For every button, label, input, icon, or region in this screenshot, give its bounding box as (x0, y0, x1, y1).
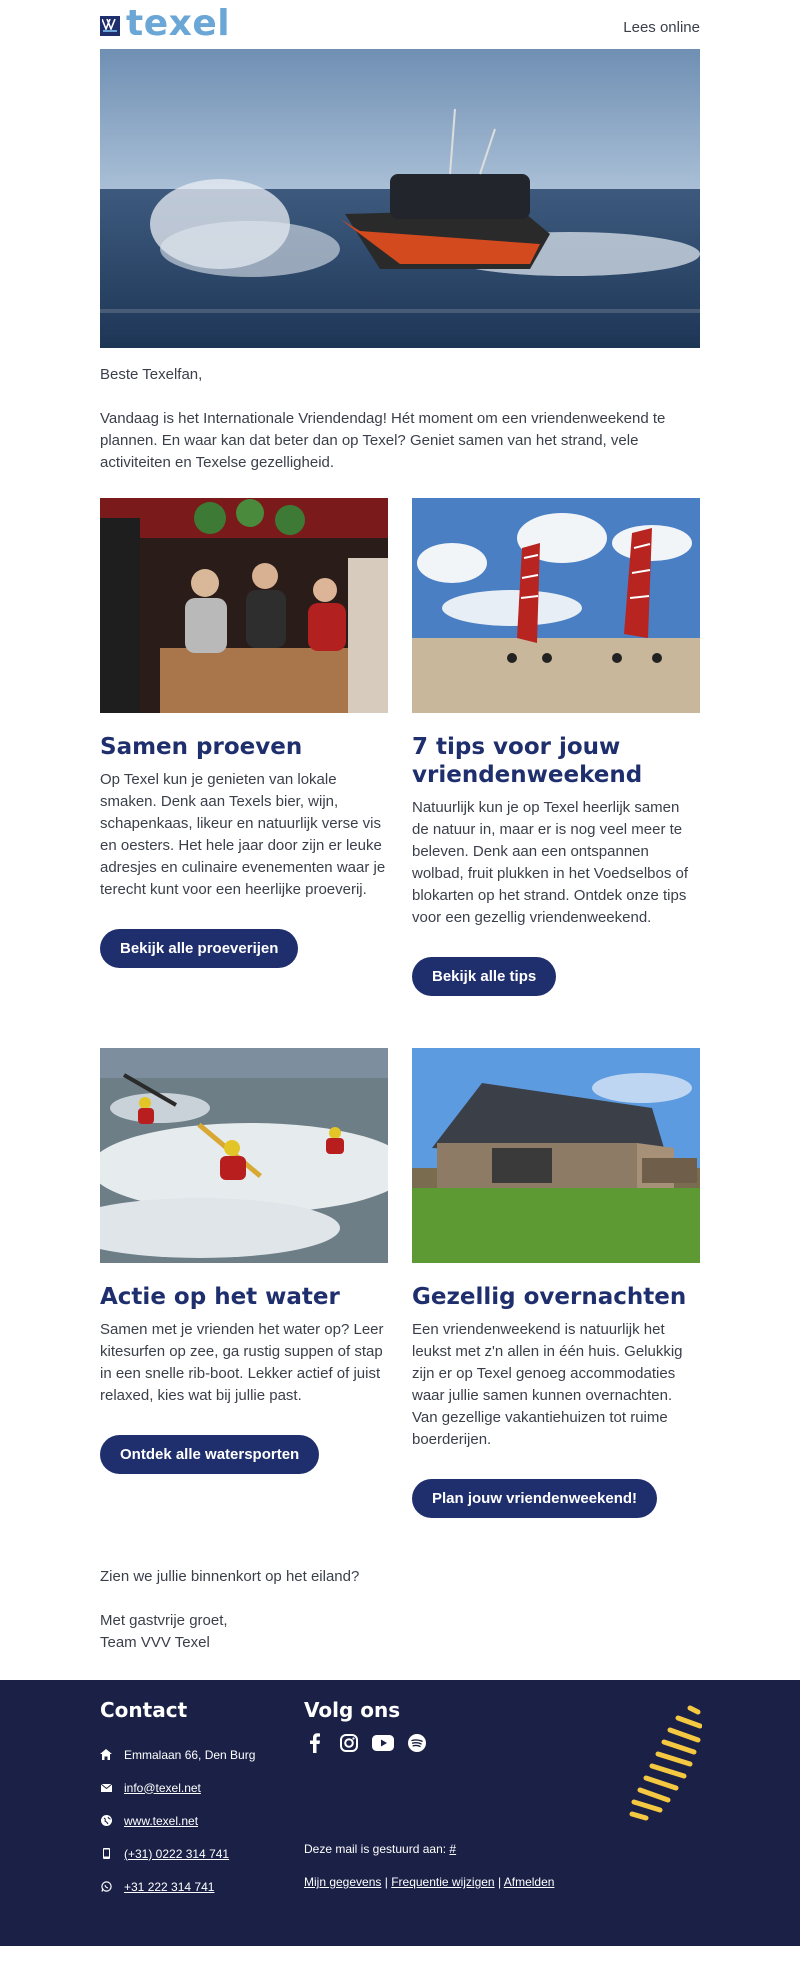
sent-to-label: Deze mail is gestuurd aan: (304, 1842, 447, 1856)
contact-address (100, 1738, 290, 1771)
email-link[interactable]: info@texel.net (124, 1780, 201, 1795)
texel-emblem-icon (628, 1704, 702, 1824)
sent-to-line (304, 1842, 456, 1856)
ontdek-alle-watersporten-button[interactable]: Ontdek alle watersporten (100, 1435, 319, 1474)
preferences-links (304, 1875, 554, 1889)
card-title: Actie op het water (100, 1284, 340, 1310)
card-text: Samen met je vrienden het water op? Leer kitesurfen op zee, ga rustig suppen of stap in een snelle rib-boot. Lekker actief of juist relaxed, kies wat bij jullie past. (100, 1321, 384, 1404)
closing-text (100, 1566, 700, 1676)
lees-online-link[interactable]: Lees online (623, 19, 700, 36)
card-title: Gezellig overnachten (412, 1284, 687, 1310)
closing-signature (100, 1610, 700, 1654)
card-title: 7 tips voor jouw vriendenweekend (412, 734, 643, 788)
contact-list (100, 1738, 290, 1903)
facebook-icon[interactable] (304, 1732, 326, 1754)
phone-link[interactable]: (+31) 0222 314 741 (124, 1846, 230, 1861)
card-image-blokarts (412, 498, 700, 713)
whatsapp-link[interactable]: +31 222 314 741 (124, 1879, 215, 1894)
card-actie-op-het-water (100, 1048, 388, 1474)
separator: | (384, 1875, 388, 1889)
separator: | (497, 1875, 502, 1889)
closing-regards: Met gastvrije groet, (100, 1612, 228, 1629)
instagram-icon[interactable] (338, 1732, 360, 1754)
bekijk-alle-proeverijen-button[interactable]: Bekijk alle proeverijen (100, 929, 298, 968)
card-image-tasting (100, 498, 388, 713)
card-text: Natuurlijk kun je op Texel heerlijk samen de natuur in, maar er is nog veel meer te beleven. Denk aan een ontspannen wolbad, fruit plukken in het Voedselbos of blokarten op het strand. Ontdek onze tips voor een gezellig vriendenweekend. (412, 799, 689, 926)
volg-ons-title: Volg ons (304, 1698, 401, 1722)
card-text: Op Texel kun je genieten van lokale smaken. Denk aan Texels bier, wijn, schapenkaas, likeur en natuurlijk verse vis en oesters. Het hele jaar door zijn er leuke adresjes en culinaire evenementen waar je terecht kunt voor een heerlijke proeverij. (100, 771, 386, 898)
card-title: Samen proeven (100, 734, 303, 760)
bekijk-alle-tips-button[interactable]: Bekijk alle tips (412, 957, 556, 996)
intro-text (100, 364, 700, 496)
mijn-gegevens-link[interactable]: Mijn gegevens (304, 1875, 382, 1889)
card-samen-proeven (100, 498, 388, 968)
card-image-kayaks (100, 1048, 388, 1263)
spotify-icon[interactable] (406, 1732, 428, 1754)
header (100, 3, 700, 46)
website-link[interactable]: www.texel.net (124, 1813, 199, 1828)
envelope-icon (100, 1782, 112, 1794)
logo-text: texel (126, 3, 231, 44)
greeting: Beste Texelfan, (100, 366, 203, 383)
youtube-icon[interactable] (372, 1732, 394, 1754)
closing-question: Zien we jullie binnenkort op het eiland? (100, 1568, 360, 1585)
vvv-badge-icon (100, 16, 120, 36)
intro-paragraph: Vandaag is het Internationale Vriendendag! Hét moment om een vriendenweekend te plannen. En waar kan dat beter dan op Texel? Geniet samen van het strand, vele activiteiten en Texelse gezelligheid. (100, 410, 666, 471)
closing-team: Team VVV Texel (100, 1634, 210, 1651)
footer (0, 1680, 800, 1946)
frequentie-wijzigen-link[interactable]: Frequentie wijzigen (391, 1875, 495, 1889)
sent-to-link[interactable]: # (449, 1842, 457, 1856)
hero-image-rib-boat (100, 49, 700, 348)
plan-jouw-vriendenweekend-button[interactable]: Plan jouw vriendenweekend! (412, 1479, 657, 1518)
contact-email (100, 1771, 290, 1804)
card-text: Een vriendenweekend is natuurlijk het leukst met z'n allen in één huis. Gelukkig zijn er op Texel genoeg accommodaties waar jullie samen kunnen overnachten. Van gezellige vakantiehuizen tot ruime boerderijen. (412, 1321, 683, 1448)
contact-title: Contact (100, 1698, 188, 1722)
contact-website (100, 1804, 290, 1837)
address-text: Emmalaan 66, Den Burg (124, 1747, 256, 1762)
social-links (304, 1732, 428, 1754)
contact-whatsapp (100, 1870, 290, 1903)
afmelden-link[interactable]: Afmelden (503, 1875, 555, 1889)
mobile-phone-icon (100, 1848, 112, 1860)
whatsapp-icon (100, 1881, 112, 1893)
texel-logo[interactable] (100, 3, 231, 44)
globe-icon (100, 1815, 112, 1827)
contact-phone (100, 1837, 290, 1870)
card-image-house (412, 1048, 700, 1263)
card-7-tips (412, 498, 700, 996)
card-gezellig-overnachten (412, 1048, 700, 1518)
home-icon (100, 1749, 112, 1761)
